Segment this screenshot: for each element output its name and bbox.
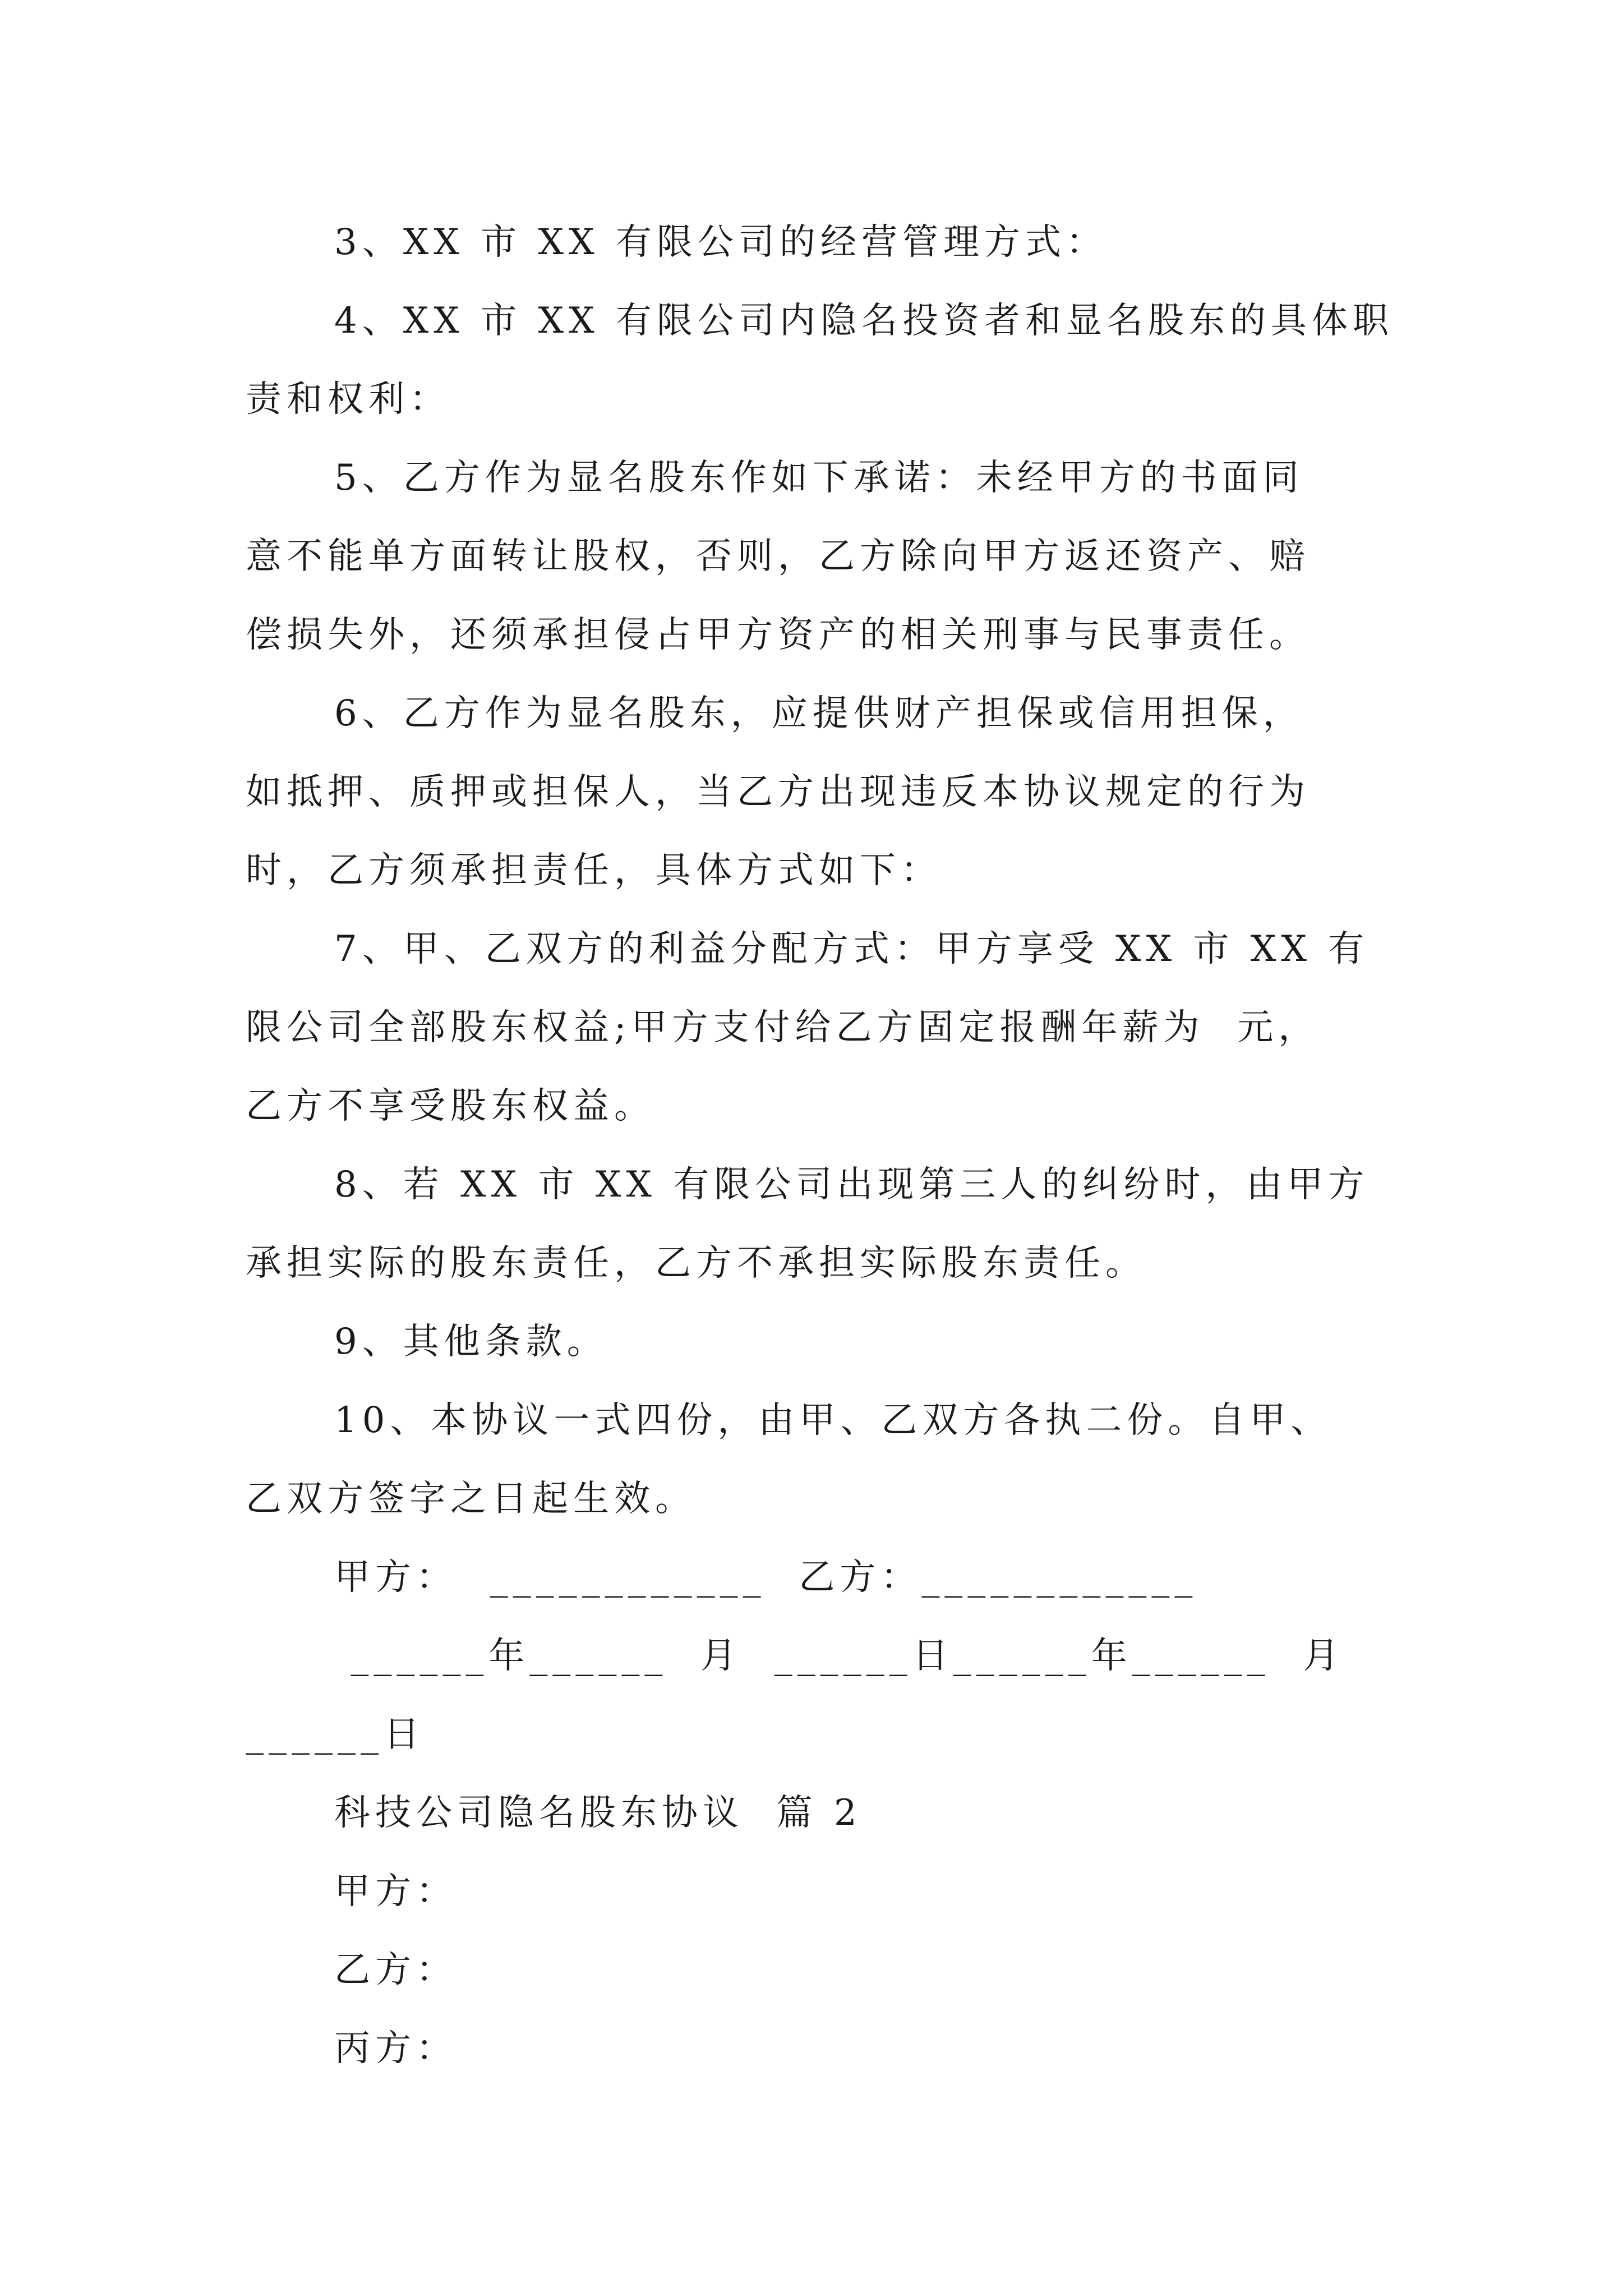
party-c-label: 丙方： [334, 2028, 457, 2069]
clause-4-line-2: 责和权利： [246, 379, 450, 420]
party-a-label: 甲方： [334, 1871, 457, 1912]
section-title: 科技公司隐名股东协议 篇 2 [334, 1792, 862, 1834]
clause-7-line-3: 乙方不享受股东权益。 [246, 1085, 655, 1127]
date-line-continued: ______日 [246, 1714, 425, 1755]
clause-6-line-1: 6、乙方作为显名股东，应提供财产担保或信用担保， [334, 693, 1304, 734]
clause-3: 3、XX 市 XX 有限公司的经营管理方式： [334, 222, 1107, 263]
clause-10-line-1: 10、本协议一式四份，由甲、乙双方各执二份。自甲、 [334, 1400, 1332, 1441]
date-line: ______年______ 月 ______日______年______ 月 [334, 1635, 1344, 1677]
clause-5-line-1: 5、乙方作为显名股东作如下承诺：未经甲方的书面同 [334, 457, 1304, 499]
clause-4-line-1: 4、XX 市 XX 有限公司内隐名投资者和显名股东的具体职 [334, 300, 1394, 342]
clause-6-line-3: 时，乙方须承担责任，具体方式如下： [246, 850, 942, 891]
clause-7-line-1: 7、甲、乙双方的利益分配方式：甲方享受 XX 市 XX 有 [334, 928, 1370, 970]
clause-6-line-2: 如抵押、质押或担保人，当乙方出现违反本协议规定的行为 [246, 771, 1310, 813]
clause-10-line-2: 乙双方签字之日起生效。 [246, 1478, 696, 1520]
clause-5-line-2: 意不能单方面转让股权，否则，乙方除向甲方返还资产、赔 [246, 536, 1310, 577]
signature-line: 甲方： ____________ 乙方：____________ [334, 1557, 1198, 1598]
party-b-label: 乙方： [334, 1949, 457, 1991]
clause-8-line-2: 承担实际的股东责任，乙方不承担实际股东责任。 [246, 1243, 1146, 1284]
clause-7-line-2: 限公司全部股东权益;甲方支付给乙方固定报酬年薪为 元， [246, 1007, 1320, 1048]
clause-5-line-3: 偿损失外，还须承担侵占甲方资产的相关刑事与民事责任。 [246, 614, 1310, 656]
clause-8-line-1: 8、若 XX 市 XX 有限公司出现第三人的纠纷时，由甲方 [334, 1164, 1370, 1205]
clause-9: 9、其他条款。 [334, 1321, 608, 1363]
